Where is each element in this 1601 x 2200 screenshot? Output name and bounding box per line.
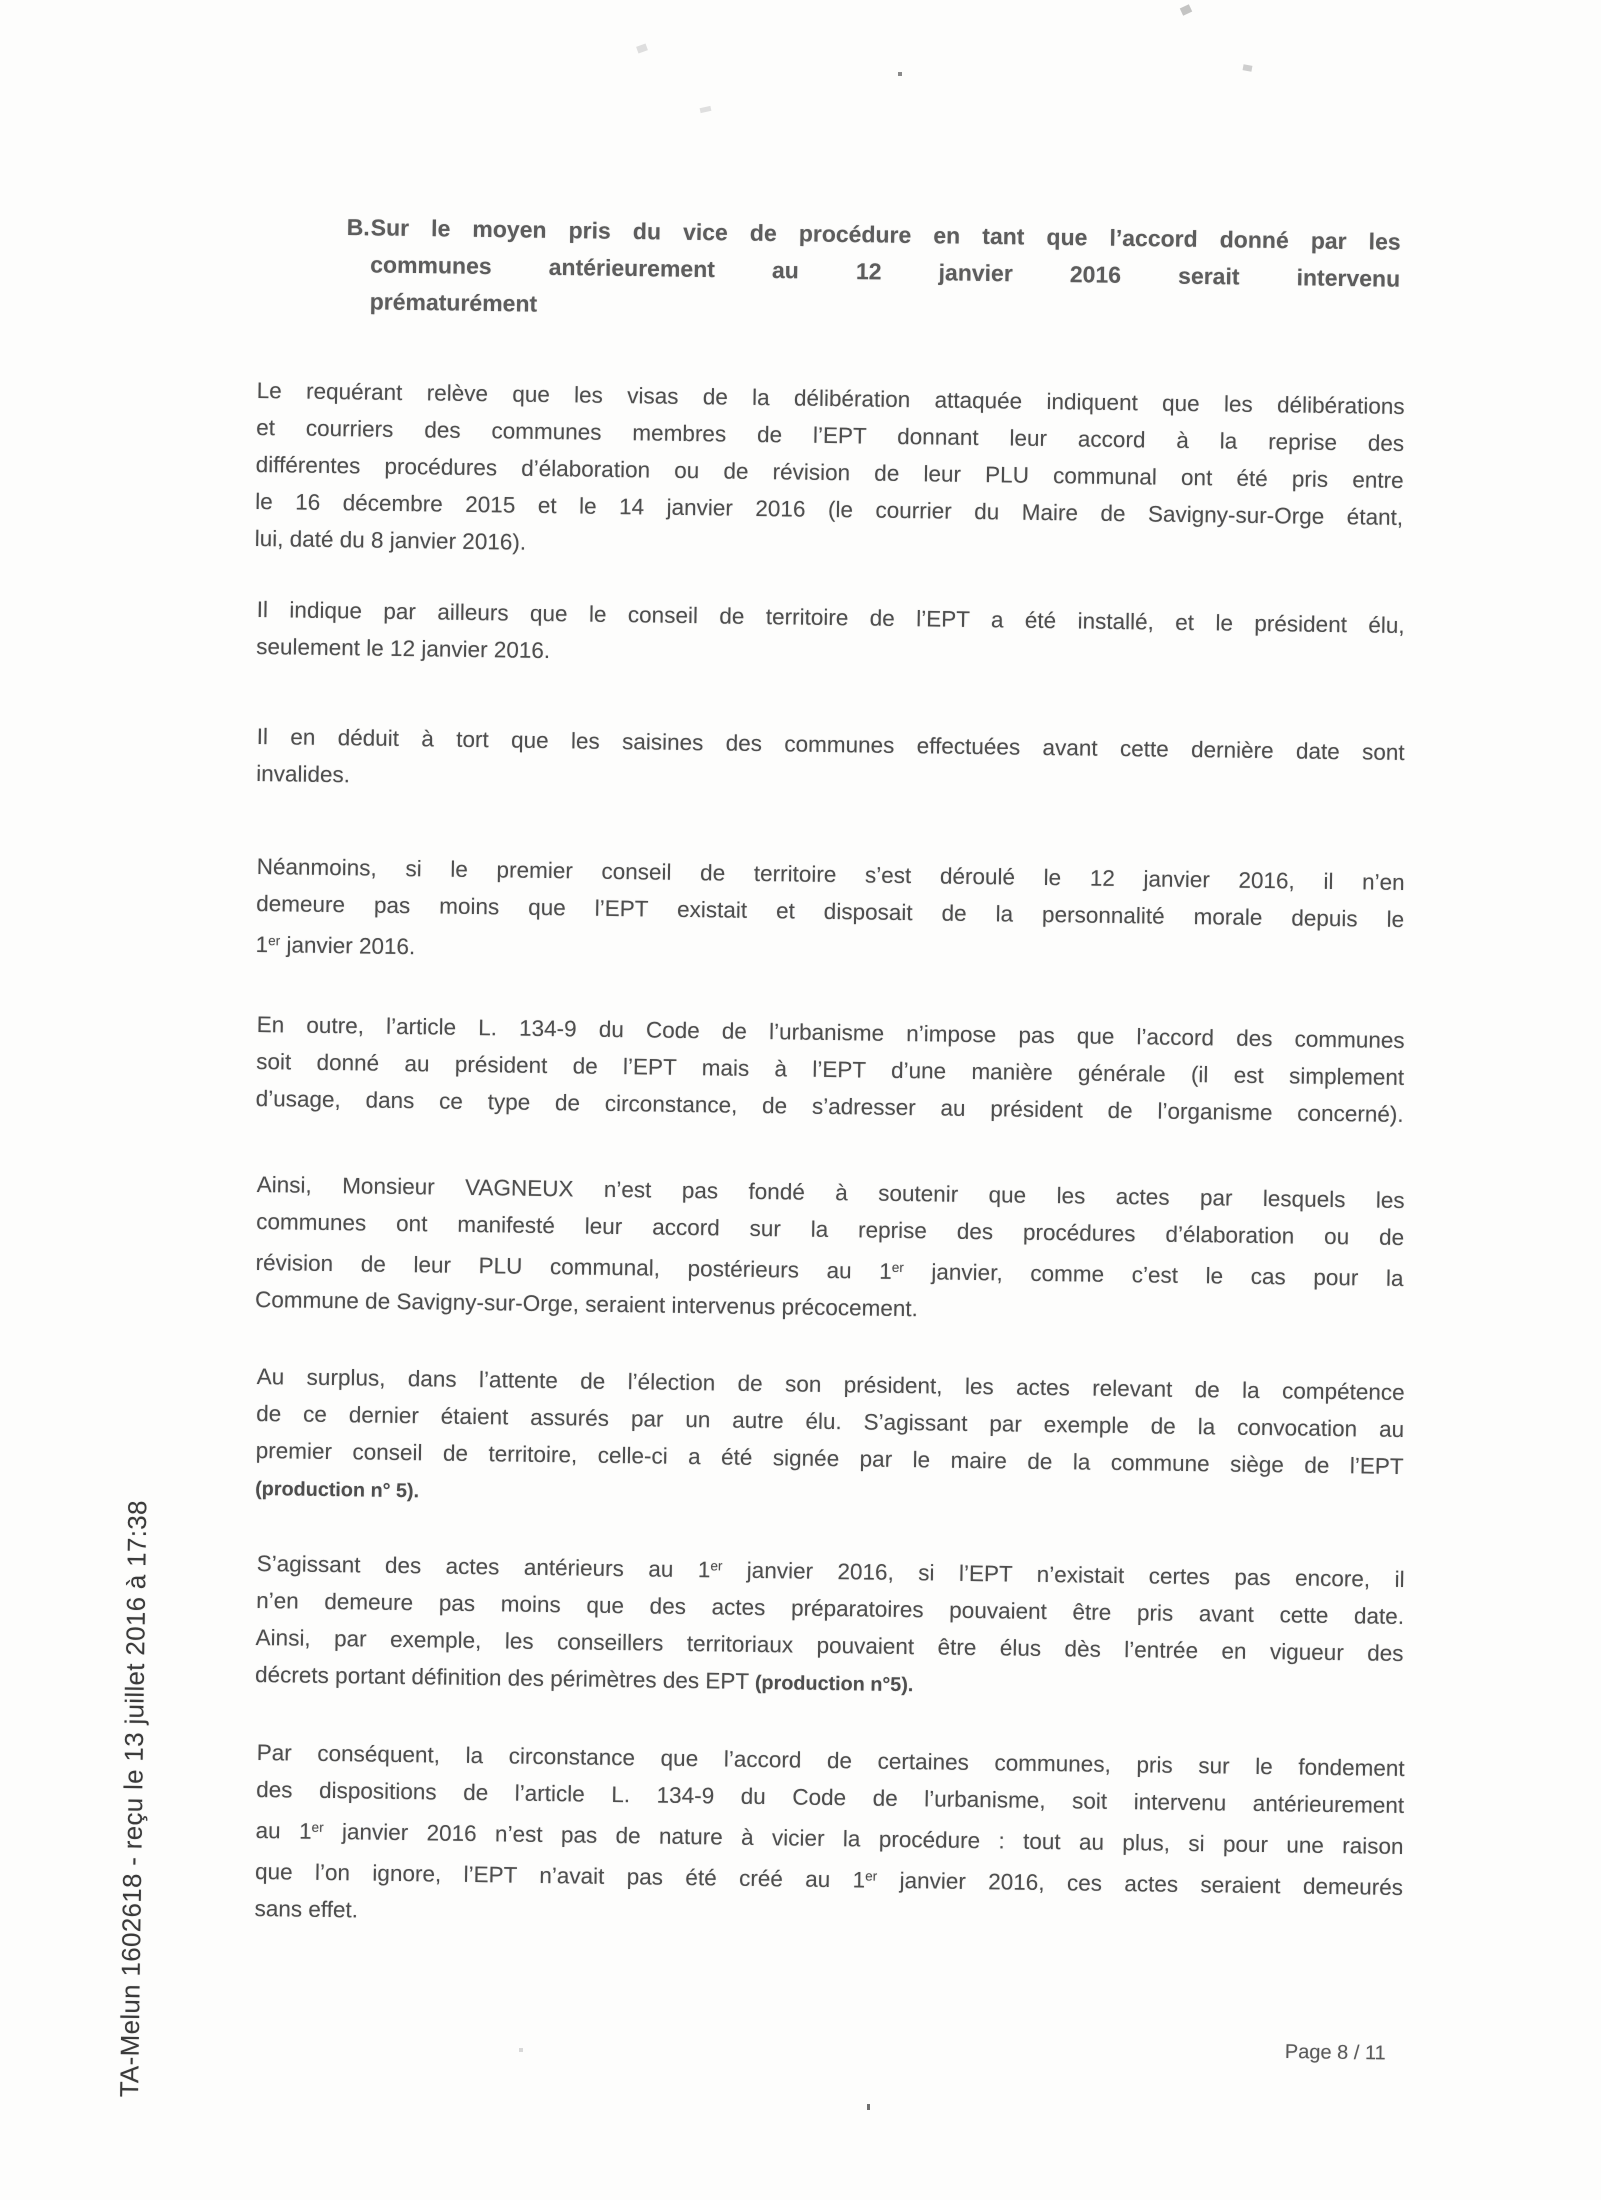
paragraph-4 <box>255 848 1404 979</box>
text-line: soit donné au président de l’EPT mais à l’EPT d’une manière générale (il est simplement <box>256 1048 1405 1091</box>
text-line: différentes procédures d’élaboration ou de révision de leur PLU communal ont été pris entre <box>255 451 1404 494</box>
text-line: S’agissant des actes antérieurs au 1er janvier 2016, si l’EPT n’existait certes pas encore, il <box>256 1551 1405 1593</box>
text-line: seulement le 12 janvier 2016. <box>256 633 551 664</box>
text-line: demeure pas moins que l’EPT existait et disposait de la personnalité morale depuis le <box>256 890 1405 933</box>
paragraph-6 <box>255 1166 1405 1334</box>
text-line: d’usage, dans ce type de circonstance, de s’adresser au président de l’organisme concerné). <box>255 1085 1404 1128</box>
paragraph-5 <box>255 1006 1404 1133</box>
text-line: Il en déduit à tort que les saisines des communes effectuées avant cette dernière date sont <box>256 723 1405 766</box>
scan-speck <box>867 2104 870 2110</box>
text-line: Ainsi, Monsieur VAGNEUX n’est pas fondé à soutenir que les actes par lesquels les <box>256 1171 1405 1214</box>
text-line: décrets portant définition des périmètres des EPT (production n°5). <box>254 1662 914 1697</box>
paragraph-3 <box>256 718 1405 808</box>
text-line: Le requérant relève que les visas de la délibération attaquée indiquent que les délibérations <box>256 377 1405 420</box>
text-line: que l’on ignore, l’EPT n’avait pas été créé au 1er janvier 2016, ces actes seraient demeurés <box>254 1859 1404 1901</box>
paragraph-7 <box>255 1358 1405 1524</box>
text-line: sans effet. <box>254 1896 359 1923</box>
paragraph-1 <box>254 372 1404 573</box>
text-line: premier conseil de territoire, celle-ci a été signée par le maire de la commune siège de l’EPT <box>255 1437 1404 1480</box>
text-line: Par conséquent, la circonstance que l’accord de certaines communes, pris sur le fondement <box>256 1739 1405 1782</box>
text-line: n’en demeure pas moins que des actes préparatoires pouvaient être pris avant cette date. <box>255 1588 1405 1630</box>
text-line: et courriers des communes membres de l’EPT donnant leur accord à la reprise des <box>256 414 1405 457</box>
section-heading <box>345 209 1400 335</box>
text-line: Sur le moyen pris du vice de procédure en tant que l’accord donné par les <box>370 214 1401 255</box>
paragraph-8 <box>255 1541 1405 1711</box>
paragraph-2 <box>256 591 1405 681</box>
text-line: communes ont manifesté leur accord sur la reprise des procédures d’élaboration ou de <box>256 1208 1405 1251</box>
text-line: Il indique par ailleurs que le conseil de territoire de l’EPT a été installé, et le président élu, <box>256 596 1405 639</box>
page-number: Page 8 / 11 <box>1284 2041 1386 2065</box>
text-line: des dispositions de l’article L. 134-9 du Code de l’urbanisme, soit intervenu antérieurement <box>256 1776 1405 1819</box>
text-line: Néanmoins, si le premier conseil de territoire s’est déroulé le 12 janvier 2016, il n’en <box>256 853 1405 896</box>
reception-stamp: TA-Melun 1602618 - reçu le 13 juillet 2016 à 17:38 <box>114 1500 153 2098</box>
scan-speck <box>519 2048 523 2052</box>
text-line: communes antérieurement au 12 janvier 2016 serait intervenu <box>370 251 1401 292</box>
text-line: 1er janvier 2016. <box>255 932 416 960</box>
text-line: révision de leur PLU communal, postérieurs au 1er janvier, comme c’est le cas pour la <box>255 1250 1404 1292</box>
text-line: prématurément <box>369 288 538 317</box>
text-line: le 16 décembre 2015 et le 14 janvier 2016 (le courrier du Maire de Savigny-sur-Orge étant, <box>255 488 1404 531</box>
text-line: Commune de Savigny-sur-Orge, seraient intervenus précocement. <box>254 1287 919 1322</box>
text-line: Au surplus, dans l’attente de l’élection de son président, les actes relevant de la compétence <box>256 1363 1405 1406</box>
scan-speck <box>898 72 902 76</box>
scan-speck <box>1180 4 1192 15</box>
paragraph-9 <box>254 1734 1405 1943</box>
text-line: de ce dernier étaient assurés par un autre élu. S’agissant par exemple de la convocation au <box>256 1400 1405 1443</box>
text-line: lui, daté du 8 janvier 2016). <box>254 525 527 555</box>
heading-label: B. <box>346 213 370 241</box>
scan-speck <box>1243 64 1253 71</box>
scan-speck <box>700 106 712 113</box>
heading-text <box>369 209 1400 334</box>
text-line: Ainsi, par exemple, les conseillers territoriaux pouvaient être élus dès l’entrée en vigueur des <box>255 1625 1404 1667</box>
text-line: au 1er janvier 2016 n’est pas de nature à vicier la procédure : tout au plus, si pour une raison <box>255 1818 1404 1860</box>
text-line: (production n° 5). <box>255 1477 420 1503</box>
text-line: En outre, l’article L. 134-9 du Code de l’urbanisme n’impose pas que l’accord des communes <box>256 1011 1405 1054</box>
text-line: invalides. <box>256 760 351 788</box>
scan-speck <box>636 44 648 54</box>
